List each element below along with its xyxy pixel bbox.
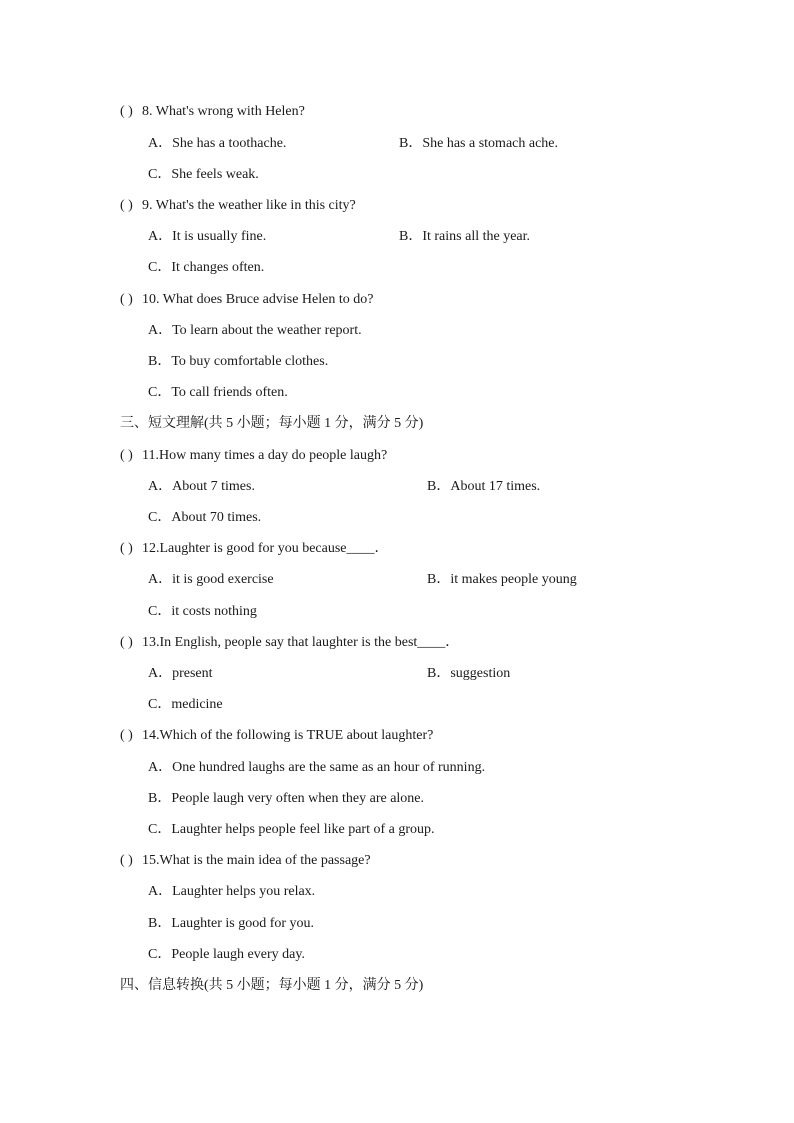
question-13-option-b: B．suggestion: [427, 666, 511, 681]
question-10-option-a: A．To learn about the weather report.: [148, 323, 362, 338]
question-text: 10. What does Bruce advise Helen to do?: [142, 292, 374, 307]
question-text: 11.How many times a day do people laugh?: [142, 448, 388, 463]
answer-paren: ( ): [120, 541, 133, 556]
question-12-option-a: A．it is good exercise: [148, 572, 274, 587]
answer-paren: ( ): [120, 853, 133, 868]
question-12-option-b: B．it makes people young: [427, 572, 577, 587]
section-four-heading: 四、信息转换(共 5 小题；每小题 1 分，满分 5 分): [120, 978, 424, 993]
question-14-stem: [120, 727, 433, 745]
question-8-stem: [120, 103, 305, 121]
question-text: 13.In English, people say that laughter is the best____．: [142, 635, 460, 650]
question-15-option-b: B．Laughter is good for you.: [148, 916, 315, 931]
question-text: 8. What's wrong with Helen?: [142, 104, 305, 119]
question-10-stem: [120, 291, 373, 309]
question-10-option-c: C．To call friends often.: [148, 385, 288, 400]
question-15-option-c: C．People laugh every day.: [148, 947, 305, 962]
question-14-option-b: B．People laugh very often when they are alone.: [148, 791, 425, 806]
answer-paren: ( ): [120, 292, 133, 307]
question-13-stem: [120, 634, 459, 652]
question-9-option-c: C．It changes often.: [148, 260, 265, 275]
question-11-option-b: B．About 17 times.: [427, 479, 541, 494]
question-8-option-a: A．She has a toothache.: [148, 136, 287, 151]
answer-paren: ( ): [120, 104, 133, 119]
question-14-option-c: C．Laughter helps people feel like part of a group.: [148, 822, 435, 837]
question-14-option-a: A．One hundred laughs are the same as an hour of running.: [148, 760, 486, 775]
question-12-stem: [120, 540, 389, 558]
answer-paren: ( ): [120, 728, 133, 743]
question-9-option-a: A．It is usually fine.: [148, 229, 267, 244]
question-text: 14.Which of the following is TRUE about laughter?: [142, 728, 434, 743]
question-8-option-c: C．She feels weak.: [148, 167, 259, 182]
question-8-option-b: B．She has a stomach ache.: [399, 136, 559, 151]
question-text: 15.What is the main idea of the passage?: [142, 853, 371, 868]
question-15-option-a: A．Laughter helps you relax.: [148, 884, 316, 899]
question-15-stem: [120, 852, 371, 870]
answer-paren: ( ): [120, 198, 133, 213]
question-11-option-c: C．About 70 times.: [148, 510, 262, 525]
section-three-heading: 三、短文理解(共 5 小题；每小题 1 分，满分 5 分): [120, 416, 424, 431]
question-11-option-a: A．About 7 times.: [148, 479, 255, 494]
answer-paren: ( ): [120, 635, 133, 650]
question-11-stem: [120, 447, 387, 465]
answer-paren: ( ): [120, 448, 133, 463]
question-9-option-b: B．It rains all the year.: [399, 229, 531, 244]
question-10-option-b: B．To buy comfortable clothes.: [148, 354, 329, 369]
question-text: 9. What's the weather like in this city?: [142, 198, 356, 213]
question-13-option-a: A．present: [148, 666, 213, 681]
question-12-option-c: C．it costs nothing: [148, 604, 257, 619]
question-text: 12.Laughter is good for you because____．: [142, 541, 389, 556]
question-13-option-c: C．medicine: [148, 697, 223, 712]
question-9-stem: [120, 197, 356, 215]
